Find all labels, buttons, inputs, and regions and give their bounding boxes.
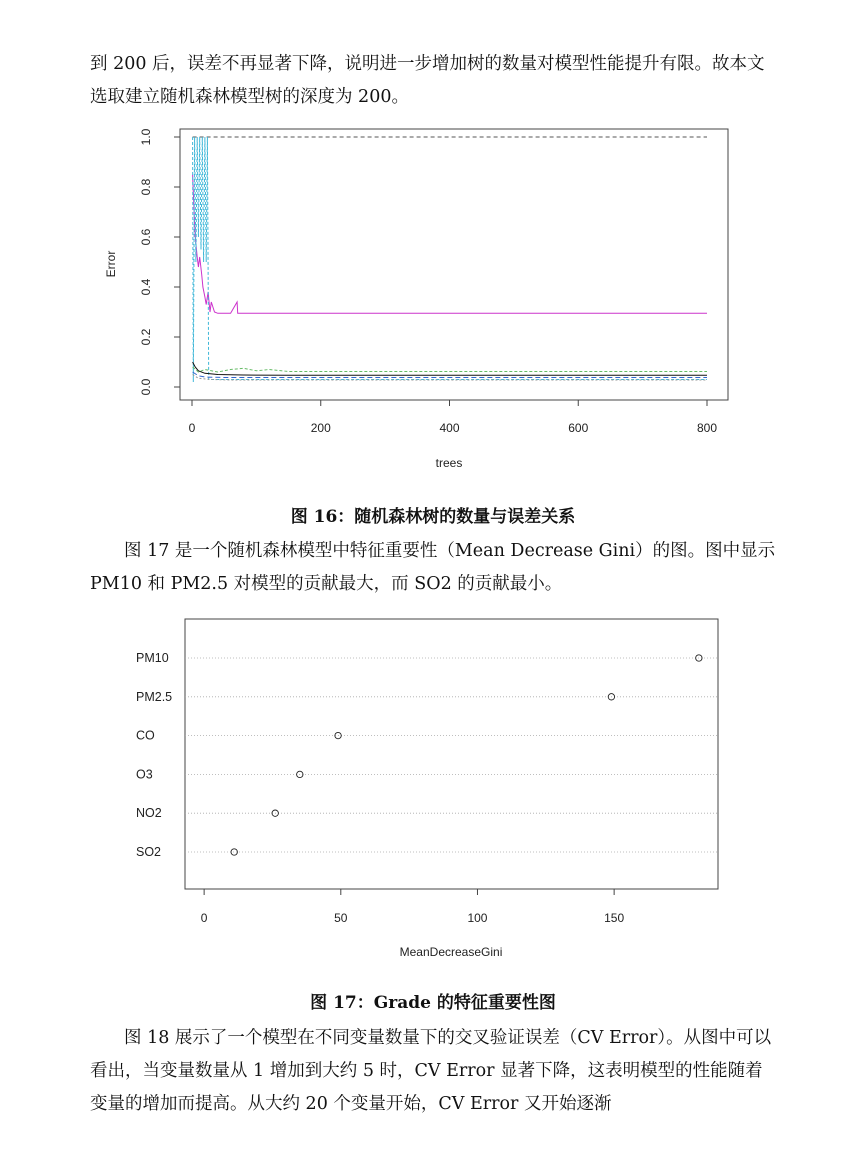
figure16-caption: 图 16：随机森林树的数量与误差关系	[290, 507, 576, 527]
chart1-series-oob-black	[193, 362, 707, 375]
chart2-category-label: SO2	[136, 845, 162, 859]
chart1-series-class-green	[193, 367, 707, 372]
chart1-plot-frame	[180, 129, 728, 400]
figure17-caption: 图 17：Grade 的特征重要性图	[310, 993, 556, 1013]
chart1-x-tick-label: 800	[696, 421, 718, 435]
chart2-x-axis-label: MeanDecreaseGini	[399, 945, 503, 959]
chart2-plot-frame	[185, 619, 718, 889]
error-vs-trees-chart	[0, 120, 866, 600]
chart1-y-tick-label: 0.8	[139, 178, 153, 196]
chart2-category-label: PM2.5	[136, 689, 173, 704]
chart2-category-label: PM10	[136, 651, 169, 665]
chart2-x-tick-label: 150	[604, 911, 625, 925]
chart1-x-axis-label: trees	[435, 456, 463, 470]
chart1-y-tick-label: 1.0	[139, 128, 153, 146]
feature-importance-chart	[0, 610, 866, 970]
chart1-y-tick-label: 0.2	[139, 328, 153, 346]
chart1-y-tick-label: 0.6	[139, 228, 153, 246]
chart1-y-tick-label: 0.4	[139, 278, 153, 296]
chart1-y-tick-label: 0.0	[139, 378, 153, 396]
chart1-x-tick-label: 200	[310, 421, 331, 435]
chart1-series-class-cyan-dashed	[193, 137, 707, 382]
paragraph-intro: 到 200 后，误差不再显著下降，说明进一步增加树的数量对模型性能提升有限。故本文选取建立随机森林模型树的深度为 200。	[90, 54, 765, 107]
paragraph-figure17-desc: 图 17 是一个随机森林模型中特征重要性（Mean Decrease Gini）的图。图中显示 PM10 和 PM2.5 对模型的贡献最大，而 SO2 的贡献最小。	[90, 541, 776, 594]
chart2-category-label: CO	[136, 728, 155, 743]
chart2-x-tick-label: 100	[467, 911, 488, 925]
chart1-x-tick-label: 0	[188, 421, 196, 435]
chart1-series-class-magenta	[193, 175, 707, 314]
chart1-x-tick-label: 600	[568, 421, 589, 435]
chart2-category-label: O3	[136, 767, 153, 782]
chart2-x-tick-label: 0	[200, 911, 208, 925]
chart2-x-tick-label: 50	[334, 911, 348, 925]
chart2-category-label: NO2	[136, 806, 162, 821]
chart1-x-tick-label: 400	[439, 421, 460, 435]
chart1-y-axis-label: Error	[104, 250, 118, 278]
paragraph-figure18-desc: 图 18 展示了一个模型在不同变量数量下的交叉验证误差（CV Error）。从图中可以看出，当变量数量从 1 增加到大约 5 时，CV Error 显著下降，这表明模型的性能随着变量的增加而提高。从大约 20 个变量开始，CV Error 又开始逐渐	[90, 1028, 772, 1114]
